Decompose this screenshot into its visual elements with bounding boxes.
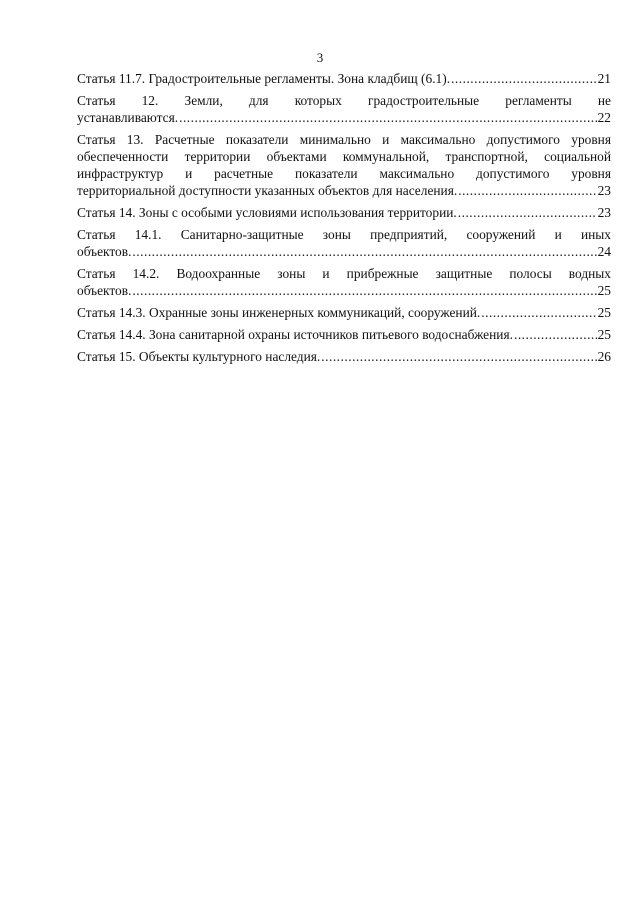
toc-entry-title-line: Статья 14.1. Санитарно-защитные зоны предприятий, сооружений и иных [77, 227, 611, 242]
toc-leader-dots [132, 282, 596, 299]
toc-entry-title: Статья 11.7. Градостроительные регламенты. Зона кладбищ (6.1). [77, 71, 451, 86]
toc-leader-dots [451, 70, 597, 87]
toc-entry-page: 22 [597, 110, 611, 125]
toc-entry-title: Статья 15. Объекты культурного наследия. [77, 348, 321, 364]
toc-entry-12[interactable] [77, 92, 611, 126]
toc-entry-14-4[interactable] [77, 326, 611, 343]
table-of-contents [77, 70, 611, 369]
toc-entry-14-2[interactable] [77, 265, 611, 299]
toc-entry-14[interactable] [77, 204, 611, 221]
toc-entry-title-line: Статья 14.2. Водоохранные зоны и прибрежные защитные полосы водных [77, 266, 611, 281]
toc-entry-line [77, 70, 611, 87]
toc-entry-page: 23 [597, 183, 611, 199]
toc-entry-page: 23 [597, 205, 611, 221]
toc-entry-11-7[interactable] [77, 70, 611, 87]
toc-entry-line [77, 204, 611, 221]
toc-entry-page: 21 [597, 71, 611, 86]
toc-entry-page: 24 [597, 244, 611, 260]
toc-entry-title: устанавливаются. [77, 110, 179, 125]
toc-entry-line [77, 243, 611, 260]
toc-entry-title: Статья 14.4. Зона санитарной охраны источников питьевого водоснабжения. [77, 326, 513, 342]
toc-entry-title: Статья 14. Зоны с особыми условиями использования территории. [77, 205, 457, 221]
toc-entry-line [77, 348, 611, 365]
toc-entry-page: 25 [597, 283, 611, 299]
toc-leader-dots [458, 182, 596, 199]
toc-entry-15[interactable] [77, 348, 611, 365]
toc-entry-page: 25 [597, 305, 611, 320]
toc-entry-title: объектов. [77, 244, 132, 260]
toc-entry-line [77, 182, 611, 199]
toc-leader-dots [132, 243, 596, 260]
page-number: 3 [316, 50, 324, 65]
toc-entry-14-3[interactable] [77, 304, 611, 321]
toc-leader-dots [179, 109, 597, 126]
toc-entry-title-line: обеспеченности территории объектами коммунальной, транспортной, социальной [77, 149, 611, 164]
toc-leader-dots [458, 204, 597, 221]
toc-entry-14-1[interactable] [77, 226, 611, 260]
toc-leader-dots [481, 304, 596, 321]
toc-entry-line [77, 109, 611, 126]
toc-entry-title: объектов. [77, 283, 132, 299]
toc-entry-title-line: Статья 13. Расчетные показатели минимально и максимально допустимого уровня [77, 131, 611, 147]
toc-entry-line [77, 326, 611, 343]
toc-entry-title-line: Статья 12. Земли, для которых градостроительные регламенты не [77, 92, 611, 108]
toc-entry-page: 26 [597, 348, 611, 364]
toc-entry-title: территориальной доступности указанных объектов для населения. [77, 183, 458, 199]
toc-entry-line [77, 282, 611, 299]
toc-entry-title: Статья 14.3. Охранные зоны инженерных коммуникаций, сооружений. [77, 305, 481, 320]
toc-entry-13[interactable] [77, 131, 611, 200]
toc-entry-title-line: инфраструктур и расчетные показатели максимально допустимого уровня [77, 166, 611, 182]
toc-leader-dots [321, 348, 596, 365]
toc-entry-page: 25 [597, 326, 611, 342]
toc-leader-dots [514, 326, 597, 343]
toc-entry-line [77, 304, 611, 321]
